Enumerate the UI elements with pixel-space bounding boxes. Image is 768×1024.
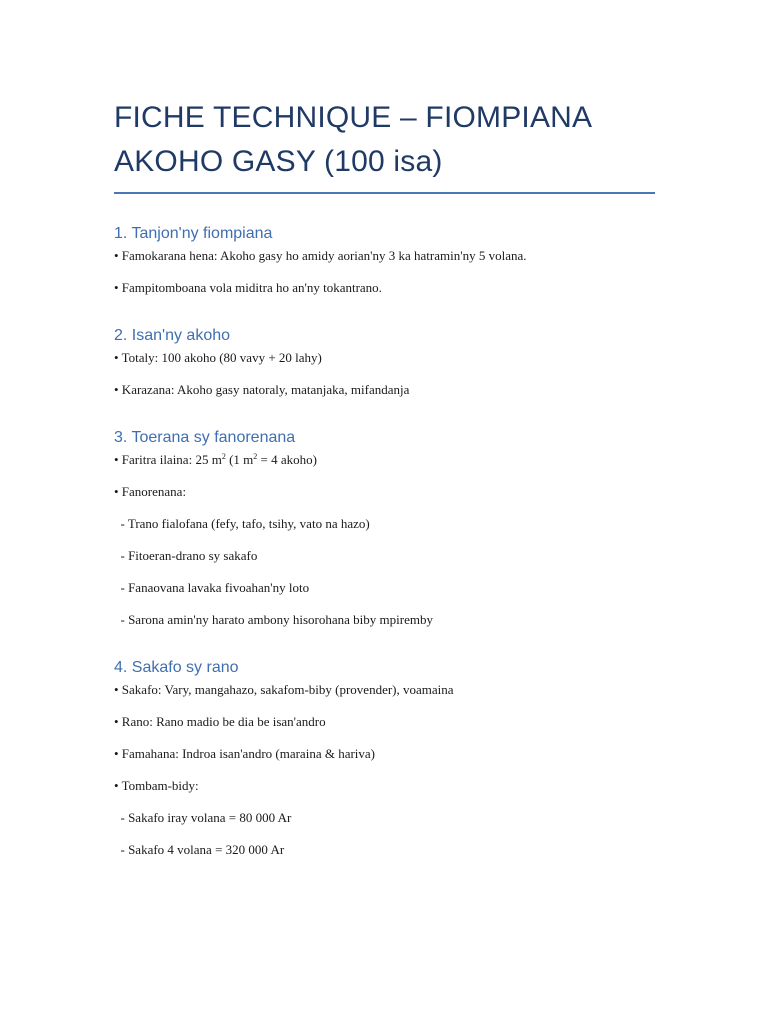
section-location-construction	[114, 428, 655, 628]
section-heading: 1. Tanjon'ny fiompiana	[114, 225, 273, 242]
body-line-area	[114, 452, 655, 468]
body-line: • Famokarana hena: Akoho gasy ho amidy aorian'ny 3 ka hatramin'ny 5 volana.	[114, 248, 527, 263]
body-line: - Sakafo 4 volana = 320 000 Ar	[114, 842, 285, 857]
body-line: • Sakafo: Vary, mangahazo, sakafom-biby (provender), voamaina	[114, 682, 454, 697]
body-line: • Rano: Rano madio be dia be isan'andro	[114, 714, 326, 729]
body-line: • Karazana: Akoho gasy natoraly, matanjaka, mifandanja	[114, 382, 410, 397]
body-line: • Totaly: 100 akoho (80 vavy + 20 lahy)	[114, 350, 322, 365]
area-text-part-1: • Faritra ilaina: 25 m	[114, 452, 222, 467]
section-heading: 4. Sakafo sy rano	[114, 659, 239, 676]
superscript: 2	[221, 452, 226, 461]
superscript: 2	[253, 452, 258, 461]
section-heading: 3. Toerana sy fanorenana	[114, 429, 296, 446]
body-line: - Trano fialofana (fefy, tafo, tsihy, vato na hazo)	[114, 516, 370, 531]
section-objectives	[114, 224, 655, 296]
area-text-part-2: (1 m	[225, 452, 254, 467]
area-text-part-3: = 4 akoho)	[257, 452, 317, 467]
section-heading: 2. Isan'ny akoho	[114, 327, 231, 344]
body-line: - Fitoeran-drano sy sakafo	[114, 548, 258, 563]
body-line: - Sakafo iray volana = 80 000 Ar	[114, 810, 292, 825]
body-line: • Tombam-bidy:	[114, 778, 199, 793]
body-line: • Fampitomboana vola miditra ho an'ny tokantrano.	[114, 280, 382, 295]
section-food-water	[114, 658, 655, 858]
title-divider	[114, 192, 655, 194]
body-line: • Famahana: Indroa isan'andro (maraina & hariva)	[114, 746, 376, 761]
body-line: • Fanorenana:	[114, 484, 187, 499]
document-title-line-2: AKOHO GASY (100 isa)	[114, 145, 443, 178]
section-chicken-count	[114, 326, 655, 398]
document-title	[114, 96, 655, 184]
document-title-line-1: FICHE TECHNIQUE – FIOMPIANA	[114, 101, 593, 134]
body-line: - Fanaovana lavaka fivoahan'ny loto	[114, 580, 310, 595]
body-line: - Sarona amin'ny harato ambony hisorohana biby mpiremby	[114, 612, 433, 627]
